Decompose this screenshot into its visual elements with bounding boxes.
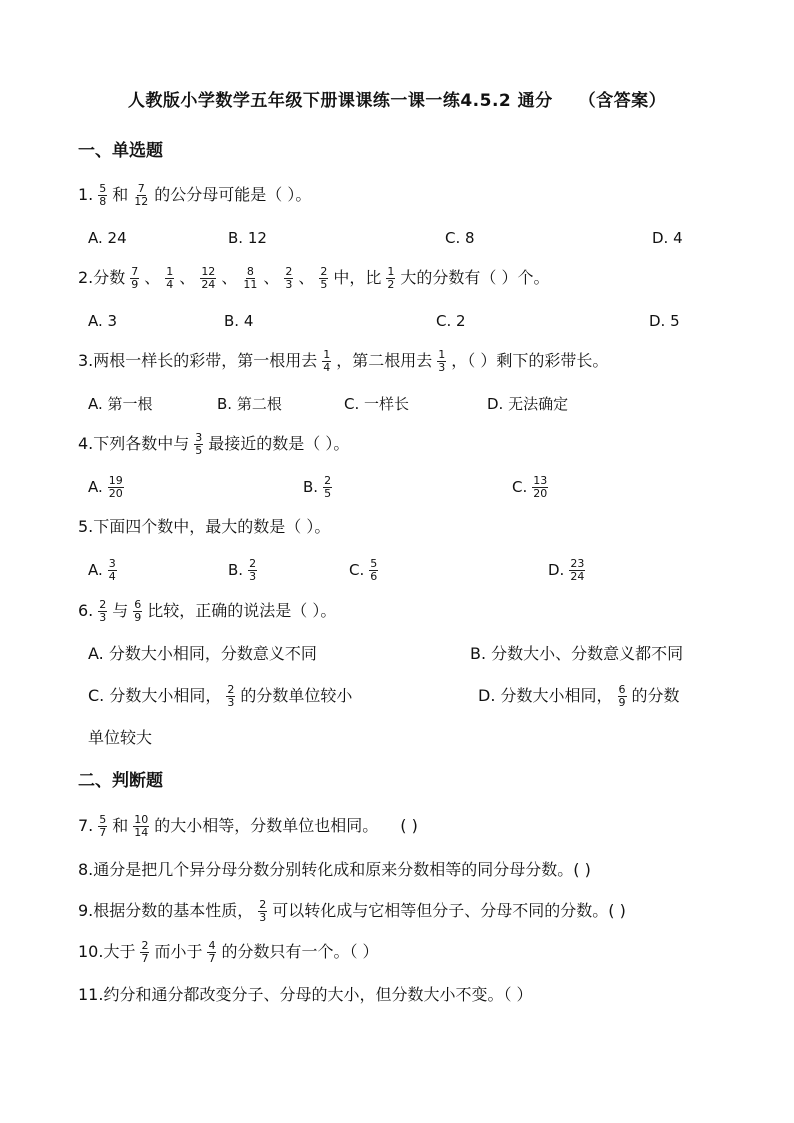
numerator: 3	[108, 557, 116, 570]
denominator: 9	[131, 278, 139, 291]
numerator: 2	[227, 683, 235, 696]
fraction	[284, 266, 293, 291]
option-b[interactable]: B. 4	[224, 312, 254, 330]
numerator: 13	[533, 474, 548, 487]
text-segment: 而小于	[154, 942, 203, 961]
text-segment: 的公分母可能是（ ）。	[154, 185, 312, 204]
text-segment: 比较，正确的说法是（ ）。	[147, 601, 337, 620]
fraction	[532, 475, 548, 500]
fraction	[618, 684, 627, 709]
fraction	[130, 266, 139, 291]
numerator: 1	[323, 348, 331, 361]
denominator: 7	[141, 952, 149, 965]
option-c[interactable]	[512, 472, 553, 502]
denominator: 9	[618, 696, 626, 709]
denominator: 2	[387, 278, 395, 291]
text-segment: D.	[548, 561, 565, 579]
text-segment: 、	[179, 268, 196, 287]
option-a[interactable]: A. 分数大小相同，分数意义不同	[88, 644, 317, 663]
fraction	[386, 266, 395, 291]
numerator: 7	[137, 182, 145, 195]
option-c[interactable]: C. 2	[436, 312, 466, 330]
denominator: 3	[259, 911, 267, 924]
denominator: 14	[134, 826, 149, 839]
numerator: 2	[324, 474, 332, 487]
text-segment: B.	[303, 478, 319, 496]
text-segment: 、	[221, 268, 238, 287]
denominator: 5	[320, 278, 328, 291]
option-a[interactable]: A. 3	[88, 312, 118, 330]
denominator: 4	[108, 570, 116, 583]
denominator: 5	[195, 444, 203, 457]
fraction	[369, 558, 378, 583]
fraction	[133, 183, 149, 208]
fraction	[108, 475, 124, 500]
question-1-options	[88, 223, 738, 253]
text-segment: 1.	[78, 185, 94, 204]
text-segment: 6.	[78, 601, 94, 620]
numerator: 5	[99, 182, 107, 195]
denominator: 20	[108, 487, 123, 500]
denominator: 3	[227, 696, 235, 709]
denominator: 3	[249, 570, 257, 583]
option-c[interactable]	[349, 555, 383, 585]
fraction	[248, 558, 257, 583]
question-3	[78, 349, 608, 374]
numerator: 2	[320, 265, 328, 278]
text-segment: 和	[112, 185, 129, 204]
answer-blank[interactable]: ( )	[400, 816, 418, 835]
question-3-options	[88, 389, 738, 419]
text-segment: 、	[144, 268, 161, 287]
fraction	[98, 814, 107, 839]
numerator: 5	[370, 557, 378, 570]
option-b[interactable]: B. 12	[228, 229, 267, 247]
numerator: 6	[618, 683, 626, 696]
option-d[interactable]: D. 无法确定	[487, 395, 569, 413]
text-segment: ，第二根用去	[336, 351, 433, 370]
numerator: 4	[208, 939, 216, 952]
denominator: 6	[370, 570, 378, 583]
text-segment: 的分数单位较小	[240, 686, 353, 705]
numerator: 7	[131, 265, 139, 278]
text-segment: ，（ ）剩下的彩带长。	[451, 351, 609, 370]
text-segment: C. 分数大小相同，	[88, 686, 222, 705]
text-segment: 10.大于	[78, 942, 136, 961]
denominator: 8	[99, 195, 107, 208]
question-10	[78, 940, 379, 965]
text-segment: 4.下列各数中与	[78, 434, 190, 453]
text-segment: 3.两根一样长的彩带，第一根用去	[78, 351, 318, 370]
section-heading-single-choice: 一、单选题	[78, 141, 163, 161]
numerator: 2	[259, 898, 267, 911]
fraction	[98, 183, 107, 208]
fraction	[569, 558, 585, 583]
option-c[interactable]	[88, 681, 352, 711]
option-b[interactable]	[228, 555, 262, 585]
option-b[interactable]: B. 第二根	[217, 395, 282, 413]
fraction	[437, 349, 446, 374]
fraction	[258, 899, 267, 924]
numerator: 6	[134, 598, 142, 611]
fraction	[194, 432, 203, 457]
text-segment: 大的分数有（ ）个。	[400, 268, 550, 287]
numerator: 2	[141, 939, 149, 952]
title-suffix: （含答案）	[578, 91, 667, 111]
denominator: 11	[243, 278, 258, 291]
question-6	[78, 599, 336, 624]
denominator: 3	[285, 278, 293, 291]
text-segment: 7.	[78, 816, 94, 835]
fraction	[98, 599, 107, 624]
option-d-continued: 单位较大	[88, 728, 153, 747]
option-d[interactable]: D. 4	[652, 229, 683, 247]
question-7	[78, 814, 418, 839]
text-segment: 的大小相等，分数单位也相同。	[154, 816, 379, 835]
option-a[interactable]: A. 24	[88, 229, 127, 247]
fraction	[207, 940, 216, 965]
fraction	[108, 558, 117, 583]
text-segment: 9.根据分数的基本性质，	[78, 901, 254, 920]
text-segment: 的分数	[631, 686, 680, 705]
text-segment: 与	[112, 601, 129, 620]
option-b[interactable]	[303, 472, 337, 502]
title-text: 人教版小学数学五年级下册课课练一课一练4.5.2 通分	[127, 91, 553, 111]
numerator: 19	[108, 474, 123, 487]
fraction	[140, 940, 149, 965]
numerator: 1	[387, 265, 395, 278]
numerator: 10	[134, 813, 149, 826]
numerator: 2	[249, 557, 257, 570]
option-d[interactable]	[548, 555, 590, 585]
question-2	[78, 266, 549, 291]
option-a[interactable]	[88, 555, 122, 585]
fraction	[200, 266, 216, 291]
denominator: 12	[134, 195, 149, 208]
page-title	[0, 86, 794, 111]
denominator: 7	[99, 826, 107, 839]
denominator: 3	[438, 361, 446, 374]
denominator: 3	[99, 611, 107, 624]
numerator: 3	[195, 431, 203, 444]
question-9	[78, 899, 626, 924]
numerator: 8	[246, 265, 254, 278]
text-segment: 可以转化成与它相等但分子、分母不同的分数。( )	[272, 901, 626, 920]
text-segment: B.	[228, 561, 244, 579]
question-5: 5.下面四个数中，最大的数是（ ）。	[78, 517, 331, 536]
option-c[interactable]: C. 8	[445, 229, 475, 247]
fraction	[323, 475, 332, 500]
denominator: 4	[323, 361, 331, 374]
denominator: 7	[208, 952, 216, 965]
fraction	[242, 266, 258, 291]
numerator: 2	[285, 265, 293, 278]
fraction	[226, 684, 235, 709]
option-a[interactable]	[88, 472, 129, 502]
text-segment: A.	[88, 561, 103, 579]
numerator: 23	[570, 557, 585, 570]
fraction	[133, 599, 142, 624]
denominator: 24	[201, 278, 216, 291]
denominator: 20	[533, 487, 548, 500]
denominator: 5	[324, 487, 332, 500]
fraction	[319, 266, 328, 291]
fraction	[322, 349, 331, 374]
numerator: 5	[99, 813, 107, 826]
text-segment: 的分数只有一个。（ ）	[221, 942, 379, 961]
section-heading-true-false: 二、判断题	[78, 771, 163, 791]
text-segment: C.	[512, 478, 528, 496]
option-b[interactable]: B. 分数大小、分数意义都不同	[470, 644, 684, 663]
text-segment: C.	[349, 561, 365, 579]
denominator: 9	[134, 611, 142, 624]
text-segment: 、	[263, 268, 280, 287]
text-segment: D. 分数大小相同，	[478, 686, 613, 705]
fraction	[133, 814, 149, 839]
question-5-options	[88, 555, 738, 585]
text-segment: 2.分数	[78, 268, 126, 287]
option-c[interactable]: C. 一样长	[344, 395, 410, 413]
denominator: 24	[570, 570, 585, 583]
denominator: 4	[166, 278, 174, 291]
text-segment: A.	[88, 478, 103, 496]
question-4	[78, 432, 349, 457]
numerator: 1	[438, 348, 446, 361]
option-d[interactable]	[478, 681, 680, 711]
question-2-options	[88, 306, 738, 336]
text-segment: 和	[112, 816, 129, 835]
numerator: 1	[166, 265, 174, 278]
option-a[interactable]: A. 第一根	[88, 395, 153, 413]
question-8: 8.通分是把几个异分母分数分别转化成和原来分数相等的同分母分数。( )	[78, 860, 591, 879]
text-segment: 、	[298, 268, 315, 287]
question-4-options	[88, 472, 738, 502]
fraction	[165, 266, 174, 291]
numerator: 2	[99, 598, 107, 611]
text-segment: 中，比	[333, 268, 382, 287]
question-1	[78, 183, 311, 208]
option-d[interactable]: D. 5	[649, 312, 680, 330]
question-11: 11.约分和通分都改变分子、分母的大小，但分数大小不变。（ ）	[78, 985, 533, 1004]
numerator: 12	[201, 265, 216, 278]
text-segment: 最接近的数是（ ）。	[208, 434, 350, 453]
